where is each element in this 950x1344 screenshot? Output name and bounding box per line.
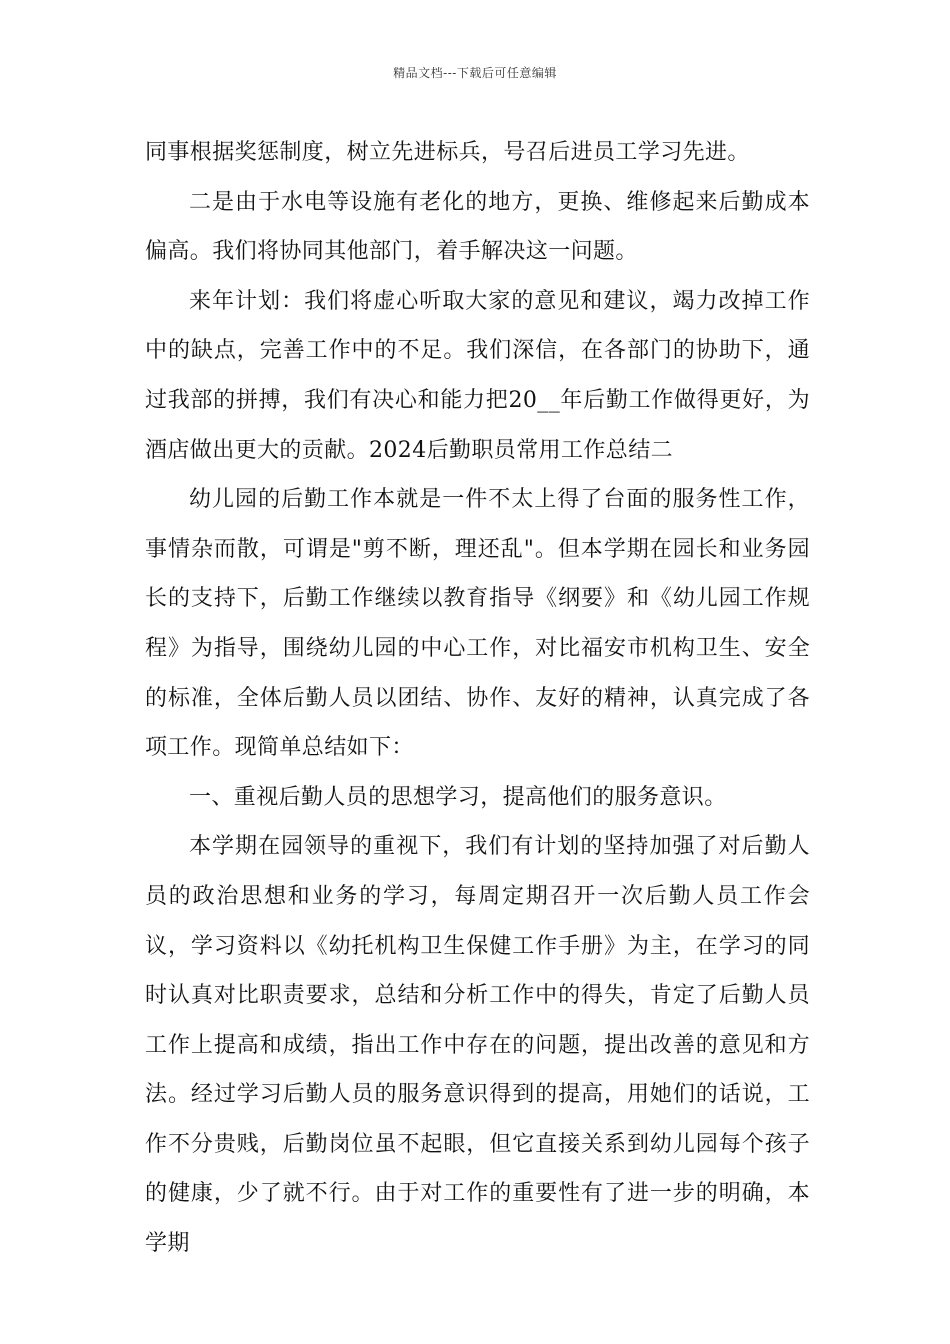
document-body <box>145 128 810 1269</box>
paragraph-4: 幼儿园的后勤工作本就是一件不太上得了台面的服务性工作，事情杂而散，可谓是"剪不断，理还乱"。但本学期在园长和业务园长的支持下，后勤工作继续以教育指导《纲要》和《幼儿园工作规程》为指导，围绕幼儿园的中心工作，对比福安市机构卫生、安全的标准，全体后勤人员以团结、协作、友好的精神，认真完成了各项工作。现简单总结如下： <box>145 487 810 761</box>
paragraph-1: 同事根据奖惩制度，树立先进标兵，号召后进员工学习先进。 <box>145 140 750 165</box>
paragraph-3: 来年计划：我们将虚心听取大家的意见和建议，竭力改掉工作中的缺点，完善工作中的不足。我们深信，在各部门的协助下，通过我部的拼搏，我们有决心和能力把20__年后勤工作做得更好，为酒店做出更大的贡献。2024后勤职员常用工作总结二 <box>145 288 810 463</box>
section-heading-1: 一、重视后勤人员的思想学习，提高他们的服务意识。 <box>189 784 727 810</box>
paragraph-2: 二是由于水电等设施有老化的地方，更换、维修起来后勤成本偏高。我们将协同其他部门，着手解决这一问题。 <box>145 189 810 265</box>
paragraph-5: 本学期在园领导的重视下，我们有计划的坚持加强了对后勤人员的政治思想和业务的学习，每周定期召开一次后勤人员工作会议，学习资料以《幼托机构卫生保健工作手册》为主，在学习的同时认真对比职责要求，总结和分析工作中的得失，肯定了后勤人员工作上提高和成绩，指出工作中存在的问题，提出改善的意见和方法。经过学习后勤人员的服务意识得到的提高，用她们的话说，工作不分贵贱，后勤岗位虽不起眼，但它直接关系到幼儿园每个孩子的健康，少了就不行。由于对工作的重要性有了进一步的明确，本学期 <box>145 834 810 1257</box>
page-header: 精品文档---下载后可任意编辑 <box>393 66 557 80</box>
